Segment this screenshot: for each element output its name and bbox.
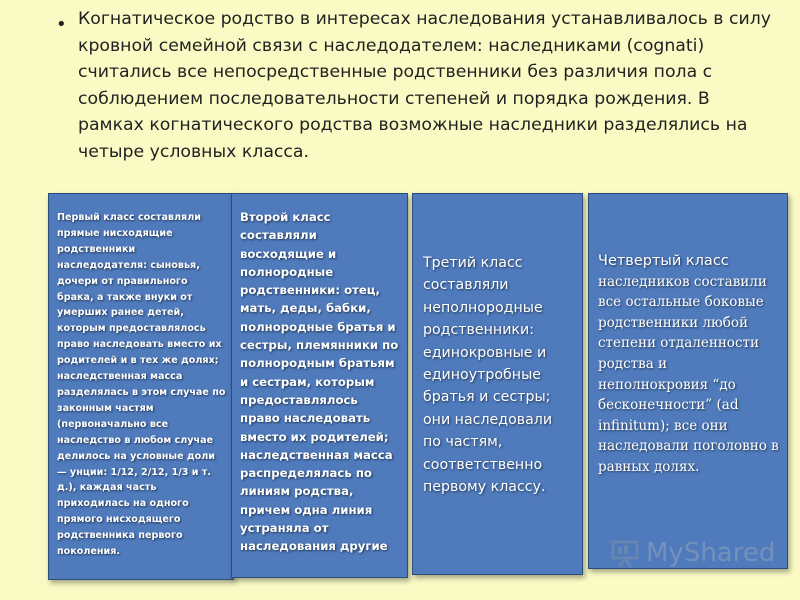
heir-class-3-card — [412, 193, 583, 575]
heir-class-4-lead: Четвертый класс — [598, 253, 729, 269]
heir-class-4-card — [588, 193, 788, 569]
heir-class-2-text: Второй класс составляли восходящие и полнородные родственники: отец, мать, деды, бабки, полнородные братья и сестры, племянники по полнородным братьям и сестрам, которым предоставлялось право наследовать вместо их родителей; наследственная масса распределялась по линиям родства, причем одна линия устраняла от наследования другие — [240, 210, 399, 554]
watermark — [610, 536, 776, 572]
bullet-dot-icon: • — [56, 14, 67, 35]
watermark-text: MyShared — [646, 538, 776, 568]
heir-class-2-card — [231, 193, 408, 578]
heir-class-1-card — [48, 193, 234, 580]
intro-paragraph: Когнатическое родство в интересах наследования устанавливалось в силу кровной семейной связи с наследодателем: наследниками (cognati) считались все непосредственные родственники без различия пола с соблюдением последовательности степеней и порядка рождения. В рамках когнатического родства возможные наследники разделялись на четыре условных класса. — [78, 9, 771, 162]
heir-class-4-text — [598, 251, 781, 478]
heir-class-3-text: Третий класс составляли неполнородные родственники: единокровные и единоутробные братья и сестры; они наследовали по частям, соответственно первому классу. — [423, 255, 553, 496]
heir-class-1-text: Первый класс составляли прямые нисходящие родственники наследодателя: сыновья, дочери от правильного брака, а также внуки от умерших ранее детей, которым предоставлялось право наследовать вместо их родителей и в тех же долях; наследственная масса разделялась в этом случае по законным частям (первоначально все наследство в любом случае делилось на условные доли — унции: 1/12, 2/12, 1/3 и т. д.), каждая часть приходилась на одного прямого нисходящего родственника первого поколения. — [57, 212, 226, 558]
presentation-board-icon — [610, 538, 640, 568]
heir-class-4-rest: наследников составили все остальные боковые родственники любой степени отдаленности родства и неполнокровия “до бесконечности” (ad infinitum); все они наследовали поголовно в равных долях. — [598, 273, 779, 475]
